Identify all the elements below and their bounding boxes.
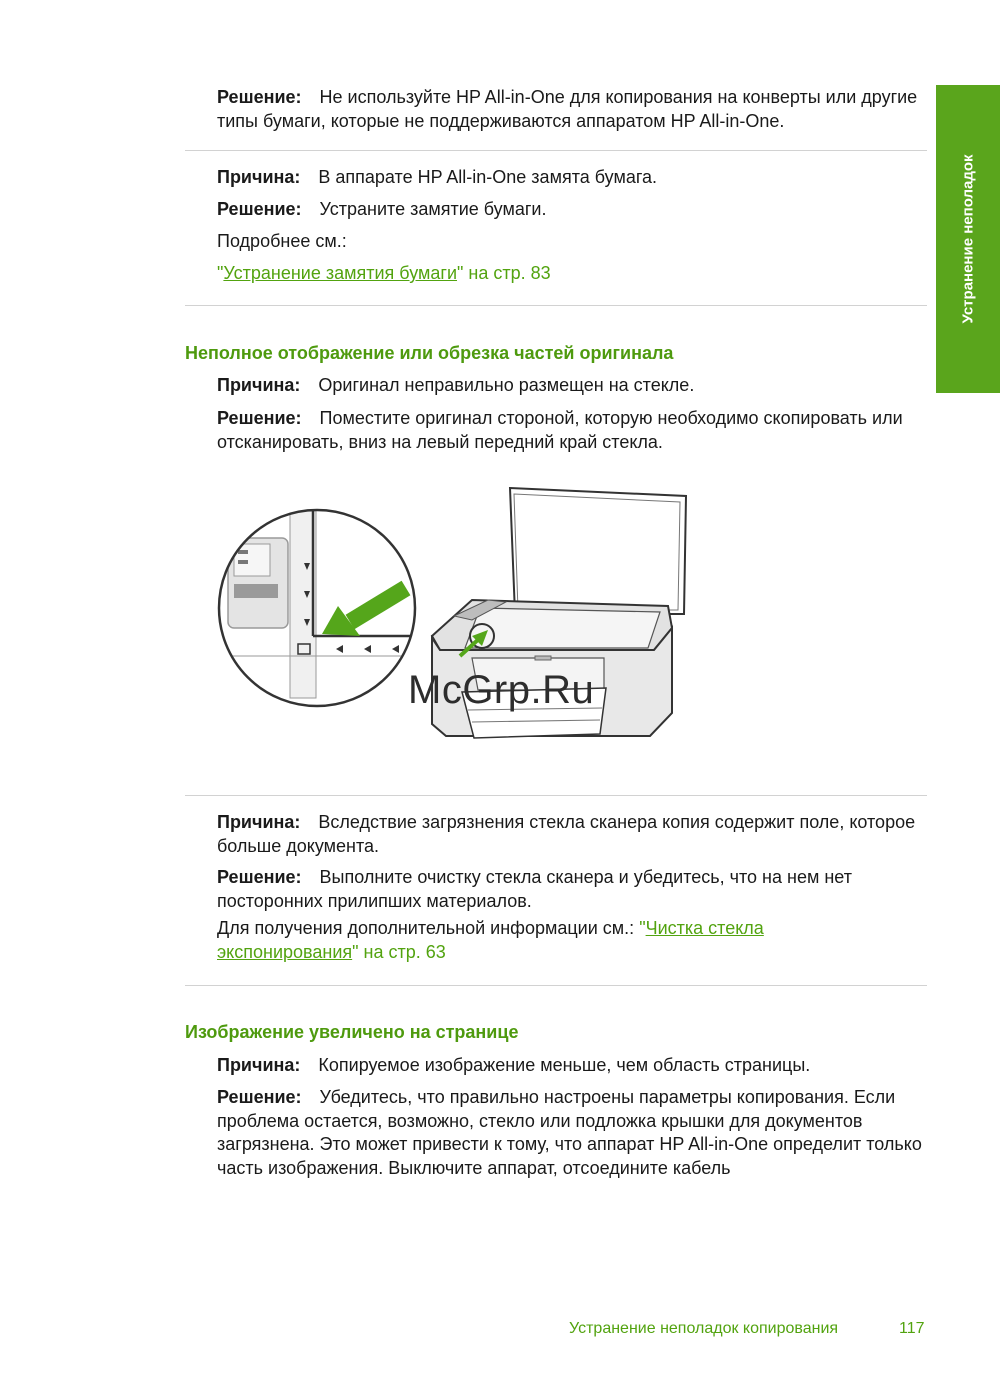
side-tab-label: Устранение неполадок [959,154,977,324]
solution-paragraph-5 [217,1086,933,1180]
cause-label: Причина: [217,1055,301,1075]
zoom-detail [210,498,430,718]
solution-label: Решение: [217,1087,302,1107]
cause-text: Вследствие загрязнения стекла сканера копия содержит поле, которое больше документа. [217,812,916,856]
cause-text: В аппарате HP All-in-One замята бумага. [318,167,658,187]
solution-label: Решение: [217,408,302,428]
link-quote: " [639,918,646,938]
divider [185,305,927,306]
divider [185,985,927,986]
solution-text: Убедитесь, что правильно настроены параметры копирования. Если проблема остается, возможно, стекло или подложка крышки для документов загрязнена. Это может привести к тому, что аппарат HP All-in-One определит только часть изображения. Выключите аппарат, отсоедините кабель [217,1087,922,1178]
scanner-glass-cleaning-link-cont[interactable]: экспонирования [217,941,353,962]
cause-label: Причина: [217,167,301,187]
side-section-tab [936,85,1000,393]
cross-reference-1 [217,262,929,286]
solution-text: Устраните замятие бумаги. [319,199,547,219]
cross-reference-2 [217,917,857,964]
link-page-ref: " на стр. 83 [457,263,551,283]
solution-paragraph-4 [217,866,929,913]
cause-paragraph-4 [217,811,929,858]
scanner-glass-cleaning-link[interactable]: Чистка стекла [645,918,764,938]
cause-text: Копируемое изображение меньше, чем область страницы. [318,1055,811,1075]
divider [185,795,927,796]
cause-paragraph-2 [217,166,929,190]
cause-label: Причина: [217,812,301,832]
solution-paragraph-3 [217,407,929,454]
divider [185,150,927,151]
solution-text: Не используйте HP All-in-One для копирования на конверты или другие типы бумаги, которые не поддерживаются аппаратом HP All-in-One. [217,87,918,131]
more-info-text: Для получения дополнительной информации см.: [217,918,635,938]
solution-text: Поместите оригинал стороной, которую необходимо скопировать или отсканировать, вниз на левый передний край стекла. [217,408,903,452]
more-info-text: Подробнее см.: [217,231,347,251]
section-heading-enlarged-image: Изображение увеличено на странице [185,1022,519,1042]
page-number: 117 [899,1320,925,1337]
watermark: McGrp.Ru [408,668,595,712]
solution-label: Решение: [217,199,302,219]
cause-paragraph-3 [217,374,929,398]
cause-label: Причина: [217,375,301,395]
cause-paragraph-5 [217,1054,929,1078]
solution-label: Решение: [217,87,302,107]
link-quote: " [217,263,224,283]
section-heading-cropped-original: Неполное отображение или обрезка частей оригинала [185,343,674,363]
solution-text: Выполните очистку стекла сканера и убедитесь, что на нем нет посторонних прилипших материалов. [217,867,852,911]
link-page-ref: " на стр. 63 [352,941,446,962]
footer-chapter-title: Устранение неполадок копирования [569,1320,839,1337]
solution-paragraph-1 [217,86,929,133]
solution-label: Решение: [217,867,302,887]
paper-jam-link[interactable]: Устранение замятия бумаги [223,263,457,283]
cause-text: Оригинал неправильно размещен на стекле. [318,375,695,395]
solution-paragraph-2 [217,198,929,222]
